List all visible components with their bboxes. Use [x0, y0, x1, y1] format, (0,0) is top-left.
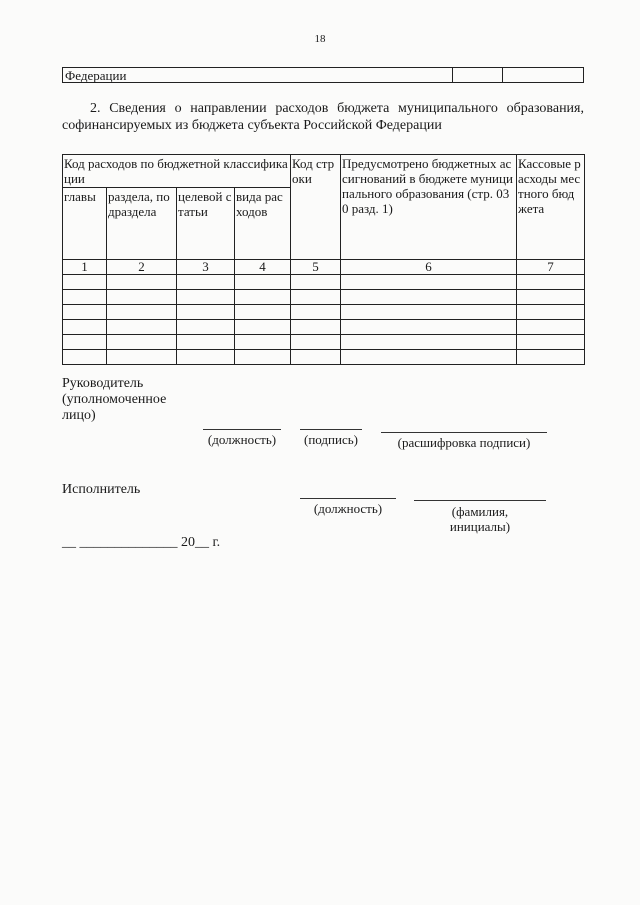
- position-line: [203, 429, 281, 430]
- column-number: 6: [341, 260, 517, 275]
- column-number: 2: [107, 260, 177, 275]
- executor-position-line: [300, 498, 396, 499]
- executor-name-caption: (фамилия, инициалы): [449, 504, 511, 534]
- table-row: [63, 305, 585, 320]
- decode-line: [381, 432, 547, 433]
- executor-name-line: [414, 500, 546, 501]
- date-line: __ ______________ 20__ г.: [62, 535, 221, 550]
- header-provided: Предусмотрено бюджетных ассигнований в бюджете муниципального образования (стр. 030 разд. 1): [341, 155, 517, 260]
- table-row: [63, 335, 585, 350]
- executor-label: Исполнитель: [62, 482, 141, 497]
- header-chapter: главы: [63, 188, 107, 260]
- signature-line: [300, 429, 362, 430]
- header-target: целевой статьи: [177, 188, 235, 260]
- section-heading: 2. Сведения о направлении расходов бюджета муниципального образования, софинансируемых из бюджета субъекта Российской Федерации: [62, 101, 584, 133]
- expenses-table: [62, 154, 585, 365]
- column-number: 4: [235, 260, 291, 275]
- table-row: [63, 290, 585, 305]
- column-number: 3: [177, 260, 235, 275]
- header-row-code: Код строки: [291, 155, 341, 260]
- header-budget-classification: Код расходов по бюджетной классификации: [63, 155, 291, 188]
- previous-table-row: [62, 67, 584, 83]
- decode-caption: (расшифровка подписи): [397, 435, 531, 450]
- executor-position-caption: (должность): [313, 501, 383, 516]
- position-caption: (должность): [207, 432, 277, 447]
- previous-row-label: Федерации: [63, 68, 453, 82]
- column-number: 5: [291, 260, 341, 275]
- header-section: раздела, подраздела: [107, 188, 177, 260]
- head-label: Руководитель (уполномоченное лицо): [62, 376, 167, 423]
- header-cash-expenses: Кассовые расходы местного бюджета: [517, 155, 585, 260]
- column-number: 7: [517, 260, 585, 275]
- column-number: 1: [63, 260, 107, 275]
- signature-caption: (подпись): [304, 432, 358, 447]
- table-row: [63, 350, 585, 365]
- table-row: [63, 275, 585, 290]
- table-row: [63, 320, 585, 335]
- page-number: 18: [314, 33, 326, 45]
- previous-row-cell: [453, 68, 503, 82]
- header-expense-type: вида расходов: [235, 188, 291, 260]
